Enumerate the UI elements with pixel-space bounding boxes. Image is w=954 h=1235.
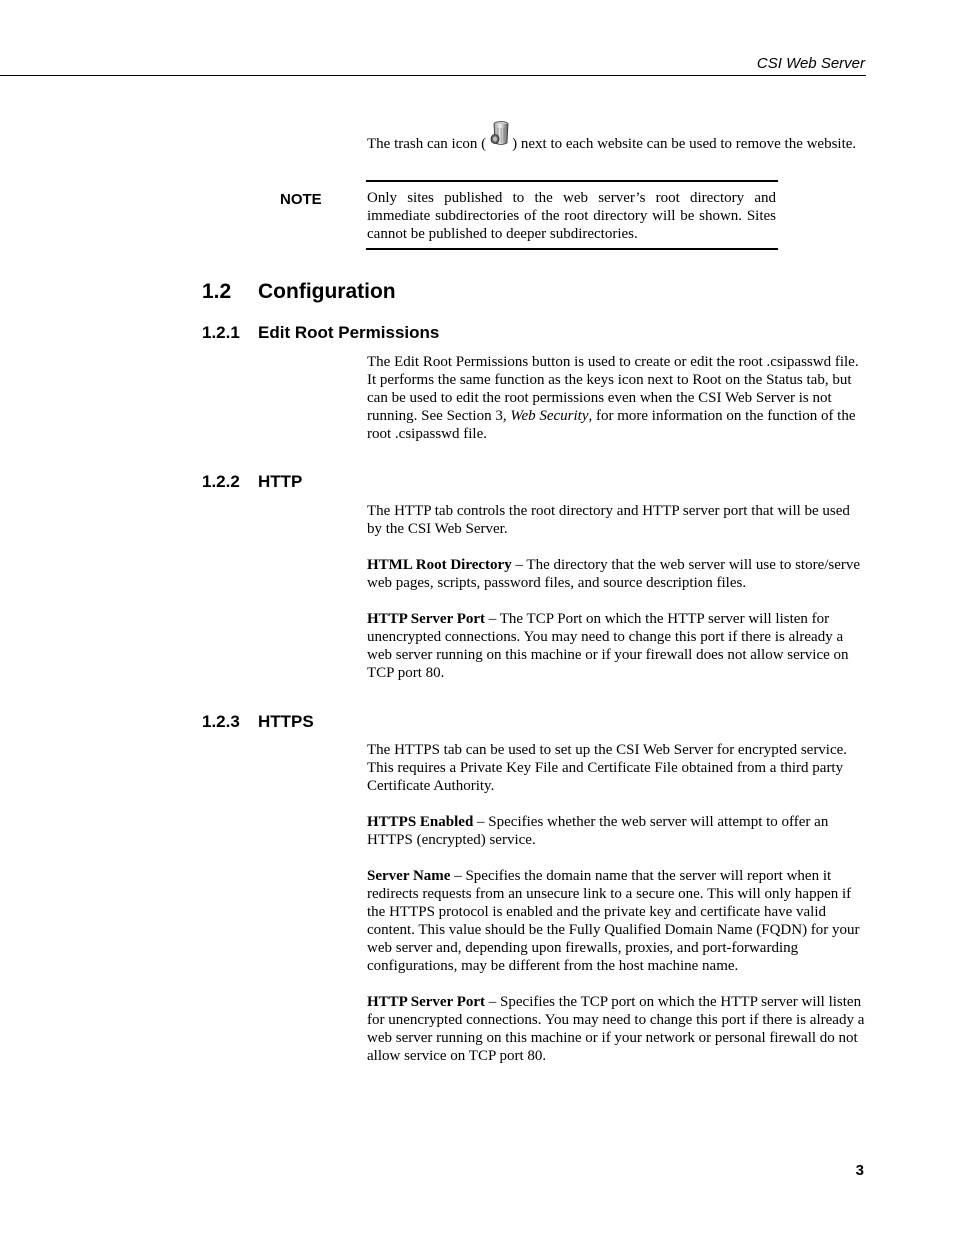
http-intro: The HTTP tab controls the root directory and HTTP server port that will be used by the CSI Web Server. [367,503,850,537]
html-root-directory-paragraph [367,556,867,592]
https-http-server-port-paragraph [367,993,867,1065]
server-name-term: Server Name [367,868,451,884]
subsection-title: HTTP [258,472,303,491]
subsection-heading-http [202,472,302,492]
intro-text-after: ) next to each website can be used to remove the website. [512,136,857,152]
note-text: Only sites published to the web server’s root directory and immediate subdirectories of the root directory will be shown. Sites cannot be published to deeper subdirectories. [367,190,776,242]
subsection-heading-edit-root-permissions [202,323,439,343]
section-title: Configuration [258,280,396,303]
subsection-number: 1.2.1 [202,323,240,342]
running-header-title: CSI Web Server [756,55,865,72]
http-server-port-paragraph [367,610,867,682]
intro-text-before: The trash can icon ( [367,136,487,152]
edit-root-text-b: , for more information on the function of the root .csipasswd file. [367,408,856,442]
web-security-reference: Web Security [510,408,589,424]
http-section-body [367,502,867,682]
https-intro: The HTTPS tab can be used to set up the CSI Web Server for encrypted service. This requires a Private Key File and Certificate File obtained from a third party Certificate Authority. [367,742,848,794]
server-name-text: – Specifies the domain name that the server will report when it redirects requests from an unsecure link to a secure one. This will only happen if the HTTPS protocol is enabled and the private key and certificate have valid content. This value should be the Fully Qualified Domain Name (FQDN) for your web server and, depending upon firewalls, proxies, and port-forwarding configurations, may be different from the host machine name. [367,868,860,974]
subsection-number: 1.2.3 [202,712,240,731]
header-rule [0,75,866,76]
note-label: NOTE [280,191,322,208]
subsection-heading-https [202,712,314,732]
trash-can-icon [487,126,511,150]
section-heading-configuration [202,280,396,304]
edit-root-permissions-paragraph [367,353,867,443]
server-name-paragraph [367,867,867,975]
page-number: 3 [855,1162,864,1179]
subsection-title: HTTPS [258,712,314,731]
subsection-title: Edit Root Permissions [258,323,440,342]
https-http-server-port-term: HTTP Server Port [367,994,486,1010]
subsection-number: 1.2.2 [202,472,240,491]
intro-paragraph [367,126,867,153]
section-number: 1.2 [202,280,232,303]
html-root-directory-text: – The directory that the web server will use to store/serve web pages, scripts, password files, and source description files. [367,557,861,591]
http-server-port-term: HTTP Server Port [367,611,486,627]
html-root-directory-term: HTML Root Directory [367,557,512,573]
http-server-port-text: – The TCP Port on which the HTTP server will listen for unencrypted connections. You may need to change this port if there is already a web server running on this machine or if your firewall does not allow service on TCP port 80. [367,611,849,681]
https-enabled-term: HTTPS Enabled [367,814,474,830]
https-http-server-port-text: – Specifies the TCP port on which the HTTP server will listen for unencrypted connections. You may need to change this port if there is already a web server running on this machine or if your network or personal firewall do not allow service on TCP port 80. [367,994,865,1064]
https-section-body [367,741,867,1065]
https-enabled-text: – Specifies whether the web server will attempt to offer an HTTPS (encrypted) service. [367,814,829,848]
https-enabled-paragraph [367,813,867,849]
edit-root-text-a: The Edit Root Permissions button is used to create or edit the root .csipasswd file. It performs the same function as the keys icon next to Root on the Status tab, but can be used to edit the root permissions even when the CSI Web Server is not running. See Section 3, [367,354,859,424]
